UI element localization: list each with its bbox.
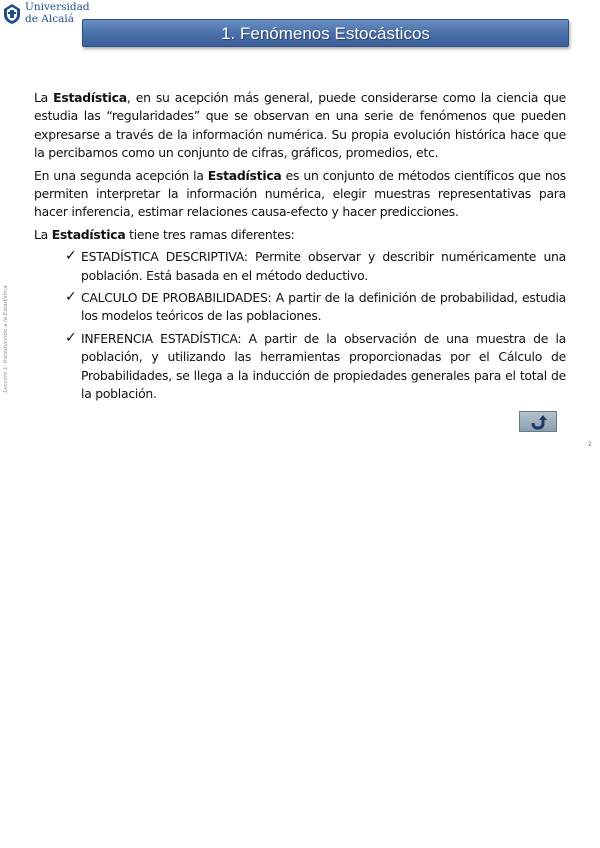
return-arrow-icon [529,414,547,430]
branch-descriptiva: ESTADÍSTICA DESCRIPTIVA: Permite observar y describir numéricamente una población. Está basada en el método deductivo. [81,249,566,283]
list-item [34,248,566,285]
branch-inferencia: INFERENCIA ESTADÍSTICA: A partir de la observación de una muestra de la población, y utilizando las herramientas proporcionadas por el Cálculo de Probabilidades, se llega a la inducción de propiedades generales para el total de la población. [81,330,566,402]
checkmark-icon: ✓ [65,248,77,265]
text-run: tiene tres ramas diferentes: [125,226,295,242]
page-number: 2 [588,441,592,448]
text-run: La [34,90,54,105]
main-content [34,89,566,408]
term-estadistica: Estadística [207,167,282,183]
back-button[interactable] [519,411,557,432]
branch-probabilidades: CALCULO DE PROBABILIDADES: A partir de la definición de probabilidad, estudia los modelos teóricos de las poblaciones. [81,290,566,324]
checkmark-icon: ✓ [65,329,77,346]
paragraph-definition-2 [34,167,566,222]
logo-line-2: de Alcalá [25,13,74,25]
list-item [34,289,566,326]
text-run: La [34,226,52,242]
term-estadistica: Estadística [53,90,127,105]
text-run: , en su acepción más general, puede considerarse como la ciencia que estudia las “regularidades” que se observan en una serie de fenómenos que pueden expresarse a través de la información numérica. Su propia evolución histórica hace que la percibamos como un conjunto de cifras, gráficos, promedios, etc. [34,90,566,161]
text-run: es un conjunto de métodos científicos que nos permiten interpretar la información numérica, elegir muestras representativas para hacer inferencia, estimar relaciones causa-efecto y hacer predicciones. [34,167,566,220]
checkmark-icon: ✓ [65,289,77,306]
university-name [25,1,90,25]
logo-line-1: Universidad [25,1,90,13]
page-title: 1. Fenómenos Estocásticos [221,24,430,43]
title-bar [82,19,569,47]
university-logo [2,1,90,27]
list-item [34,330,566,404]
paragraph-branches-intro [34,226,566,244]
branches-list [34,248,566,403]
term-estadistica: Estadística [51,226,126,242]
text-run: En una segunda acepción la [34,167,208,183]
side-caption: Lección 1. Introducción a la Estadística [3,285,9,393]
paragraph-definition-1 [34,89,566,163]
university-crest-icon [2,3,22,25]
